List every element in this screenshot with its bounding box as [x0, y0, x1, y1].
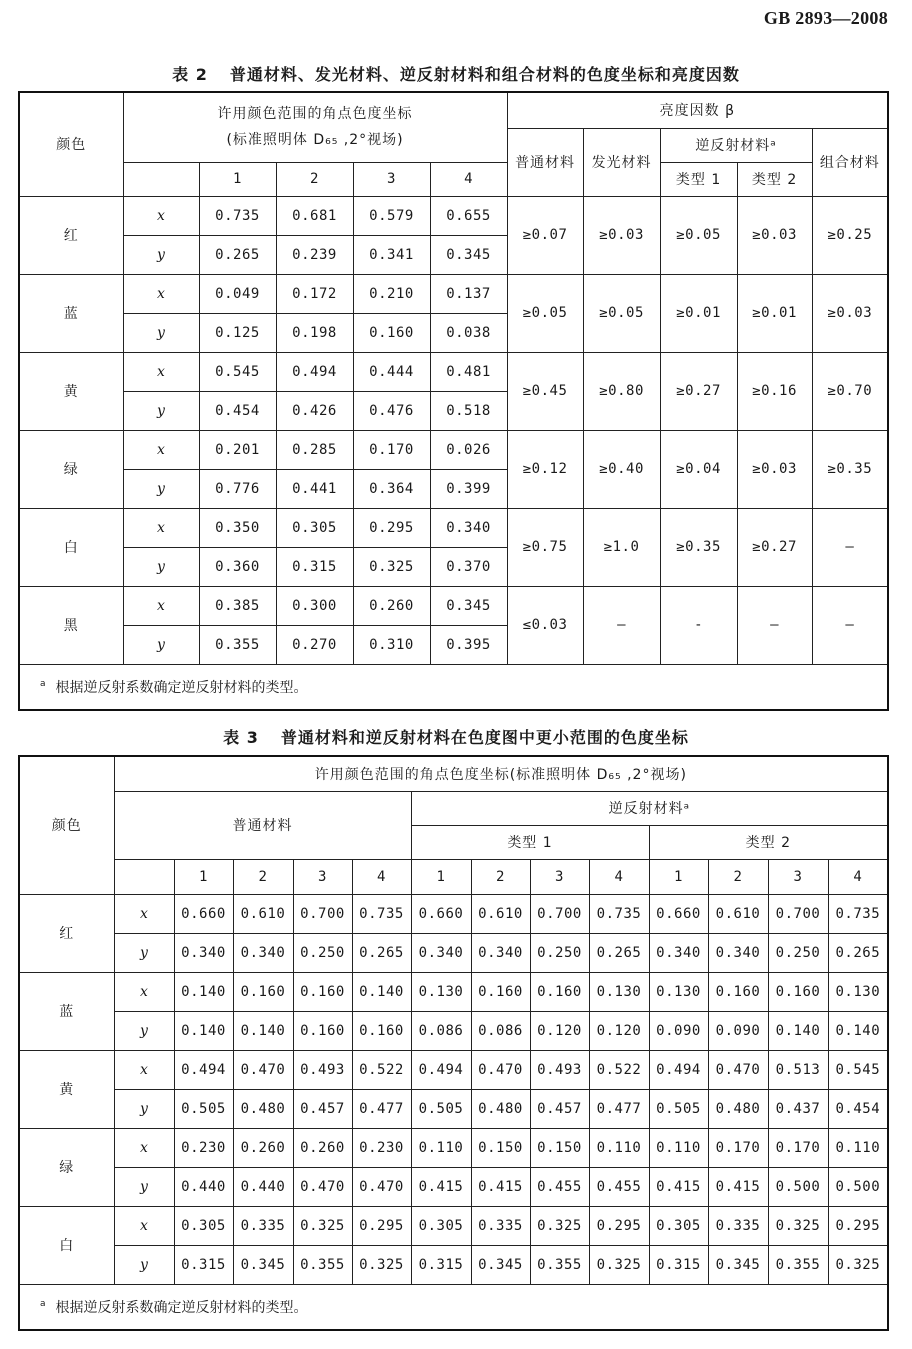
coord-axis-label: y [123, 547, 199, 586]
y-coordinate-cell: 0.476 [353, 391, 430, 430]
x-coordinate-cell: 0.160 [471, 972, 530, 1011]
table-row [19, 972, 888, 1011]
y-coordinate-cell: 0.160 [293, 1011, 352, 1050]
table-row [19, 894, 888, 933]
y-coordinate-cell: 0.455 [530, 1167, 589, 1206]
footnote-text: 根据逆反射系数确定逆反射材料的类型。 [55, 679, 308, 696]
coord-axis-label: y [114, 933, 174, 972]
y-coordinate-cell: 0.265 [199, 235, 276, 274]
coord-axis-label: y [123, 235, 199, 274]
x-coordinate-cell: 0.444 [353, 352, 430, 391]
y-coordinate-cell: 0.250 [530, 933, 589, 972]
luminance-factor-cell: ≥0.03 [812, 274, 888, 352]
luminance-factor-cell: ≥0.40 [583, 430, 660, 508]
x-coordinate-cell: 0.350 [199, 508, 276, 547]
t3-header-type2: 类型 2 [649, 825, 888, 859]
x-coordinate-cell: 0.522 [352, 1050, 411, 1089]
x-coordinate-cell: 0.140 [174, 972, 233, 1011]
luminance-factor-cell: ≥0.75 [507, 508, 583, 586]
coord-axis-label: x [114, 1050, 174, 1089]
coord-axis-label: x [123, 430, 199, 469]
y-coordinate-cell: 0.345 [430, 235, 507, 274]
y-coordinate-cell: 0.477 [352, 1089, 411, 1128]
t3-col-num: 2 [708, 859, 768, 894]
t2-header-type1: 类型 1 [660, 162, 737, 196]
y-coordinate-cell: 0.325 [353, 547, 430, 586]
luminance-factor-cell: ≥0.03 [583, 196, 660, 274]
luminance-factor-cell: ≥1.0 [583, 508, 660, 586]
y-coordinate-cell: 0.505 [174, 1089, 233, 1128]
y-coordinate-cell: 0.399 [430, 469, 507, 508]
coord-axis-label: x [123, 352, 199, 391]
y-coordinate-cell: 0.480 [471, 1089, 530, 1128]
y-coordinate-cell: 0.340 [174, 933, 233, 972]
x-coordinate-cell: 0.493 [293, 1050, 352, 1089]
color-name-cell: 红 [19, 894, 114, 972]
y-coordinate-cell: 0.364 [353, 469, 430, 508]
luminance-factor-cell: — [812, 586, 888, 664]
x-coordinate-cell: 0.610 [233, 894, 293, 933]
y-coordinate-cell: 0.198 [276, 313, 353, 352]
t3-col-num: 4 [589, 859, 649, 894]
coord-axis-label: x [114, 1128, 174, 1167]
luminance-factor-cell: ≥0.03 [737, 196, 812, 274]
t3-col-num: 4 [352, 859, 411, 894]
y-coordinate-cell: 0.086 [411, 1011, 471, 1050]
y-coordinate-cell: 0.370 [430, 547, 507, 586]
y-coordinate-cell: 0.090 [649, 1011, 708, 1050]
table2-caption [0, 62, 912, 85]
y-coordinate-cell: 0.325 [828, 1245, 888, 1284]
y-coordinate-cell: 0.355 [768, 1245, 828, 1284]
x-coordinate-cell: 0.660 [411, 894, 471, 933]
table3 [18, 755, 889, 1331]
luminance-factor-cell: ≥0.27 [660, 352, 737, 430]
y-coordinate-cell: 0.440 [174, 1167, 233, 1206]
x-coordinate-cell: 0.345 [430, 586, 507, 625]
coord-axis-label: y [123, 391, 199, 430]
table-row [19, 933, 888, 972]
y-coordinate-cell: 0.120 [530, 1011, 589, 1050]
x-coordinate-cell: 0.470 [471, 1050, 530, 1089]
x-coordinate-cell: 0.470 [233, 1050, 293, 1089]
y-coordinate-cell: 0.341 [353, 235, 430, 274]
y-coordinate-cell: 0.500 [768, 1167, 828, 1206]
x-coordinate-cell: 0.160 [768, 972, 828, 1011]
x-coordinate-cell: 0.385 [199, 586, 276, 625]
table-row [19, 508, 888, 547]
x-coordinate-cell: 0.049 [199, 274, 276, 313]
y-coordinate-cell: 0.441 [276, 469, 353, 508]
luminance-factor-cell: ≥0.01 [737, 274, 812, 352]
x-coordinate-cell: 0.295 [353, 508, 430, 547]
t3-col-num: 4 [828, 859, 888, 894]
luminance-factor-cell: ≥0.01 [660, 274, 737, 352]
color-name-cell: 红 [19, 196, 123, 274]
x-coordinate-cell: 0.295 [589, 1206, 649, 1245]
coord-axis-label: x [114, 1206, 174, 1245]
luminance-factor-cell: ≥0.05 [660, 196, 737, 274]
x-coordinate-cell: 0.545 [828, 1050, 888, 1089]
y-coordinate-cell: 0.454 [199, 391, 276, 430]
y-coordinate-cell: 0.325 [589, 1245, 649, 1284]
table-row [19, 1167, 888, 1206]
x-coordinate-cell: 0.700 [293, 894, 352, 933]
table-row [19, 1089, 888, 1128]
coord-axis-label: y [114, 1245, 174, 1284]
color-name-cell: 绿 [19, 430, 123, 508]
y-coordinate-cell: 0.415 [471, 1167, 530, 1206]
table3-caption [0, 725, 912, 748]
y-coordinate-cell: 0.345 [708, 1245, 768, 1284]
y-coordinate-cell: 0.457 [530, 1089, 589, 1128]
x-coordinate-cell: 0.260 [293, 1128, 352, 1167]
y-coordinate-cell: 0.310 [353, 625, 430, 664]
table2-title: 普通材料、发光材料、逆反射材料和组合材料的色度坐标和亮度因数 [229, 65, 740, 84]
y-coordinate-cell: 0.455 [589, 1167, 649, 1206]
y-coordinate-cell: 0.340 [233, 933, 293, 972]
color-name-cell: 白 [19, 1206, 114, 1284]
t3-header-retro: 逆反射材料ᵃ [411, 791, 888, 825]
table2 [18, 91, 889, 711]
luminance-factor-cell: ≥0.12 [507, 430, 583, 508]
x-coordinate-cell: 0.160 [233, 972, 293, 1011]
x-coordinate-cell: 0.295 [828, 1206, 888, 1245]
footnote-mark: a [40, 679, 46, 690]
y-coordinate-cell: 0.500 [828, 1167, 888, 1206]
t3-col-num: 3 [293, 859, 352, 894]
x-coordinate-cell: 0.513 [768, 1050, 828, 1089]
x-coordinate-cell: 0.305 [174, 1206, 233, 1245]
y-coordinate-cell: 0.325 [352, 1245, 411, 1284]
y-coordinate-cell: 0.426 [276, 391, 353, 430]
y-coordinate-cell: 0.140 [233, 1011, 293, 1050]
y-coordinate-cell: 0.505 [649, 1089, 708, 1128]
color-name-cell: 黄 [19, 352, 123, 430]
y-coordinate-cell: 0.125 [199, 313, 276, 352]
t3-col-num: 1 [649, 859, 708, 894]
y-coordinate-cell: 0.160 [352, 1011, 411, 1050]
x-coordinate-cell: 0.325 [530, 1206, 589, 1245]
x-coordinate-cell: 0.481 [430, 352, 507, 391]
coord-axis-label: y [123, 313, 199, 352]
x-coordinate-cell: 0.681 [276, 196, 353, 235]
y-coordinate-cell: 0.140 [174, 1011, 233, 1050]
table-row [19, 1128, 888, 1167]
x-coordinate-cell: 0.295 [352, 1206, 411, 1245]
y-coordinate-cell: 0.457 [293, 1089, 352, 1128]
coord-axis-label: y [123, 469, 199, 508]
y-coordinate-cell: 0.160 [353, 313, 430, 352]
y-coordinate-cell: 0.415 [649, 1167, 708, 1206]
coord-axis-label: x [114, 894, 174, 933]
y-coordinate-cell: 0.265 [589, 933, 649, 972]
y-coordinate-cell: 0.250 [768, 933, 828, 972]
x-coordinate-cell: 0.140 [352, 972, 411, 1011]
coord-axis-label: y [114, 1089, 174, 1128]
luminance-factor-cell: ≥0.07 [507, 196, 583, 274]
y-coordinate-cell: 0.340 [471, 933, 530, 972]
table-row [19, 196, 888, 235]
x-coordinate-cell: 0.305 [411, 1206, 471, 1245]
footnote-text: 根据逆反射系数确定逆反射材料的类型。 [55, 1299, 308, 1316]
x-coordinate-cell: 0.110 [589, 1128, 649, 1167]
x-coordinate-cell: 0.137 [430, 274, 507, 313]
y-coordinate-cell: 0.518 [430, 391, 507, 430]
x-coordinate-cell: 0.026 [430, 430, 507, 469]
color-name-cell: 绿 [19, 1128, 114, 1206]
table-row [19, 1206, 888, 1245]
x-coordinate-cell: 0.493 [530, 1050, 589, 1089]
y-coordinate-cell: 0.340 [649, 933, 708, 972]
color-name-cell: 蓝 [19, 274, 123, 352]
x-coordinate-cell: 0.170 [353, 430, 430, 469]
x-coordinate-cell: 0.735 [828, 894, 888, 933]
x-coordinate-cell: 0.210 [353, 274, 430, 313]
y-coordinate-cell: 0.480 [708, 1089, 768, 1128]
y-coordinate-cell: 0.315 [174, 1245, 233, 1284]
t2-header-coord-line2: (标准照明体 D₆₅ ,2°视场) [226, 132, 404, 149]
t3-header-ordinary: 普通材料 [114, 791, 411, 859]
x-coordinate-cell: 0.260 [353, 586, 430, 625]
luminance-factor-cell: ≤0.03 [507, 586, 583, 664]
x-coordinate-cell: 0.494 [174, 1050, 233, 1089]
x-coordinate-cell: 0.201 [199, 430, 276, 469]
x-coordinate-cell: 0.130 [828, 972, 888, 1011]
x-coordinate-cell: 0.130 [411, 972, 471, 1011]
x-coordinate-cell: 0.700 [768, 894, 828, 933]
t2-col-num: 3 [353, 162, 430, 196]
coord-axis-label: x [114, 972, 174, 1011]
x-coordinate-cell: 0.340 [430, 508, 507, 547]
y-coordinate-cell: 0.360 [199, 547, 276, 586]
x-coordinate-cell: 0.735 [589, 894, 649, 933]
y-coordinate-cell: 0.315 [411, 1245, 471, 1284]
coord-axis-label: y [123, 625, 199, 664]
t2-col-num: 4 [430, 162, 507, 196]
table-row [19, 1050, 888, 1089]
t3-col-num: 1 [174, 859, 233, 894]
x-coordinate-cell: 0.579 [353, 196, 430, 235]
x-coordinate-cell: 0.735 [352, 894, 411, 933]
y-coordinate-cell: 0.270 [276, 625, 353, 664]
table-row [19, 1245, 888, 1284]
table2-footnote [19, 664, 888, 710]
y-coordinate-cell: 0.454 [828, 1089, 888, 1128]
x-coordinate-cell: 0.610 [708, 894, 768, 933]
y-coordinate-cell: 0.315 [276, 547, 353, 586]
color-name-cell: 蓝 [19, 972, 114, 1050]
y-coordinate-cell: 0.239 [276, 235, 353, 274]
y-coordinate-cell: 0.120 [589, 1011, 649, 1050]
y-coordinate-cell: 0.355 [199, 625, 276, 664]
t2-header-combined: 组合材料 [812, 128, 888, 196]
luminance-factor-cell: ≥0.25 [812, 196, 888, 274]
table2-number: 表 2 [172, 65, 208, 84]
y-coordinate-cell: 0.477 [589, 1089, 649, 1128]
x-coordinate-cell: 0.655 [430, 196, 507, 235]
luminance-factor-cell: ≥0.35 [812, 430, 888, 508]
y-coordinate-cell: 0.090 [708, 1011, 768, 1050]
color-name-cell: 白 [19, 508, 123, 586]
t3-header-type1: 类型 1 [411, 825, 649, 859]
x-coordinate-cell: 0.110 [649, 1128, 708, 1167]
t2-header-type2: 类型 2 [737, 162, 812, 196]
luminance-factor-cell: ≥0.03 [737, 430, 812, 508]
luminance-factor-cell: — [737, 586, 812, 664]
x-coordinate-cell: 0.130 [589, 972, 649, 1011]
t2-header-luminance: 亮度因数 β [507, 92, 888, 128]
luminance-factor-cell: ≥0.05 [583, 274, 660, 352]
luminance-factor-cell: ≥0.80 [583, 352, 660, 430]
y-coordinate-cell: 0.086 [471, 1011, 530, 1050]
t3-col-num: 2 [471, 859, 530, 894]
y-coordinate-cell: 0.437 [768, 1089, 828, 1128]
y-coordinate-cell: 0.395 [430, 625, 507, 664]
t3-col-num: 1 [411, 859, 471, 894]
y-coordinate-cell: 0.776 [199, 469, 276, 508]
x-coordinate-cell: 0.160 [293, 972, 352, 1011]
y-coordinate-cell: 0.415 [708, 1167, 768, 1206]
x-coordinate-cell: 0.494 [276, 352, 353, 391]
t2-header-ordinary: 普通材料 [507, 128, 583, 196]
y-coordinate-cell: 0.140 [768, 1011, 828, 1050]
x-coordinate-cell: 0.130 [649, 972, 708, 1011]
x-coordinate-cell: 0.325 [768, 1206, 828, 1245]
y-coordinate-cell: 0.340 [708, 933, 768, 972]
y-coordinate-cell: 0.480 [233, 1089, 293, 1128]
luminance-factor-cell: ≥0.35 [660, 508, 737, 586]
t2-header-coord [123, 92, 507, 162]
x-coordinate-cell: 0.170 [708, 1128, 768, 1167]
y-coordinate-cell: 0.470 [352, 1167, 411, 1206]
table-row [19, 586, 888, 625]
x-coordinate-cell: 0.335 [233, 1206, 293, 1245]
y-coordinate-cell: 0.355 [293, 1245, 352, 1284]
y-coordinate-cell: 0.415 [411, 1167, 471, 1206]
y-coordinate-cell: 0.315 [649, 1245, 708, 1284]
x-coordinate-cell: 0.470 [708, 1050, 768, 1089]
x-coordinate-cell: 0.160 [708, 972, 768, 1011]
x-coordinate-cell: 0.545 [199, 352, 276, 391]
standard-code: GB 2893—2008 [763, 8, 888, 28]
y-coordinate-cell: 0.470 [293, 1167, 352, 1206]
t2-header-luminous: 发光材料 [583, 128, 660, 196]
x-coordinate-cell: 0.610 [471, 894, 530, 933]
color-name-cell: 黄 [19, 1050, 114, 1128]
footnote-mark: a [40, 1299, 46, 1310]
table3-title: 普通材料和逆反射材料在色度图中更小范围的色度坐标 [280, 728, 689, 747]
luminance-factor-cell: ≥0.45 [507, 352, 583, 430]
t3-col-num: 3 [530, 859, 589, 894]
x-coordinate-cell: 0.285 [276, 430, 353, 469]
y-coordinate-cell: 0.345 [233, 1245, 293, 1284]
x-coordinate-cell: 0.170 [768, 1128, 828, 1167]
y-coordinate-cell: 0.505 [411, 1089, 471, 1128]
x-coordinate-cell: 0.230 [352, 1128, 411, 1167]
x-coordinate-cell: 0.150 [471, 1128, 530, 1167]
x-coordinate-cell: 0.660 [649, 894, 708, 933]
table-row [19, 1011, 888, 1050]
t3-header-blank [114, 859, 174, 894]
coord-axis-label: y [114, 1167, 174, 1206]
t3-col-num: 3 [768, 859, 828, 894]
x-coordinate-cell: 0.735 [199, 196, 276, 235]
luminance-factor-cell: — [583, 586, 660, 664]
x-coordinate-cell: 0.335 [471, 1206, 530, 1245]
x-coordinate-cell: 0.494 [649, 1050, 708, 1089]
t3-col-num: 2 [233, 859, 293, 894]
t3-header-color: 颜色 [19, 756, 114, 894]
x-coordinate-cell: 0.494 [411, 1050, 471, 1089]
luminance-factor-cell: ≥0.27 [737, 508, 812, 586]
x-coordinate-cell: 0.335 [708, 1206, 768, 1245]
table3-number: 表 3 [223, 728, 259, 747]
x-coordinate-cell: 0.110 [828, 1128, 888, 1167]
x-coordinate-cell: 0.300 [276, 586, 353, 625]
x-coordinate-cell: 0.172 [276, 274, 353, 313]
luminance-factor-cell: - [660, 586, 737, 664]
x-coordinate-cell: 0.522 [589, 1050, 649, 1089]
y-coordinate-cell: 0.355 [530, 1245, 589, 1284]
x-coordinate-cell: 0.660 [174, 894, 233, 933]
coord-axis-label: x [123, 274, 199, 313]
x-coordinate-cell: 0.305 [276, 508, 353, 547]
coord-axis-label: y [114, 1011, 174, 1050]
x-coordinate-cell: 0.110 [411, 1128, 471, 1167]
y-coordinate-cell: 0.440 [233, 1167, 293, 1206]
x-coordinate-cell: 0.700 [530, 894, 589, 933]
luminance-factor-cell: ≥0.05 [507, 274, 583, 352]
y-coordinate-cell: 0.345 [471, 1245, 530, 1284]
y-coordinate-cell: 0.140 [828, 1011, 888, 1050]
coord-axis-label: x [123, 586, 199, 625]
t2-col-num: 1 [199, 162, 276, 196]
table-row [19, 430, 888, 469]
t3-header-coord: 许用颜色范围的角点色度坐标(标准照明体 D₆₅ ,2°视场) [114, 756, 888, 791]
x-coordinate-cell: 0.260 [233, 1128, 293, 1167]
t2-header-retro: 逆反射材料ᵃ [660, 128, 812, 162]
t2-header-blank [123, 162, 199, 196]
luminance-factor-cell: ≥0.70 [812, 352, 888, 430]
x-coordinate-cell: 0.150 [530, 1128, 589, 1167]
table-row [19, 274, 888, 313]
y-coordinate-cell: 0.265 [828, 933, 888, 972]
color-name-cell: 黑 [19, 586, 123, 664]
t2-col-num: 2 [276, 162, 353, 196]
y-coordinate-cell: 0.250 [293, 933, 352, 972]
luminance-factor-cell: — [812, 508, 888, 586]
x-coordinate-cell: 0.305 [649, 1206, 708, 1245]
table3-footnote [19, 1284, 888, 1330]
x-coordinate-cell: 0.325 [293, 1206, 352, 1245]
y-coordinate-cell: 0.038 [430, 313, 507, 352]
coord-axis-label: x [123, 196, 199, 235]
coord-axis-label: x [123, 508, 199, 547]
x-coordinate-cell: 0.230 [174, 1128, 233, 1167]
table-row [19, 352, 888, 391]
luminance-factor-cell: ≥0.04 [660, 430, 737, 508]
y-coordinate-cell: 0.265 [352, 933, 411, 972]
y-coordinate-cell: 0.340 [411, 933, 471, 972]
t2-header-coord-line1: 许用颜色范围的角点色度坐标 [217, 106, 413, 123]
t2-header-color: 颜色 [19, 92, 123, 196]
x-coordinate-cell: 0.160 [530, 972, 589, 1011]
luminance-factor-cell: ≥0.16 [737, 352, 812, 430]
